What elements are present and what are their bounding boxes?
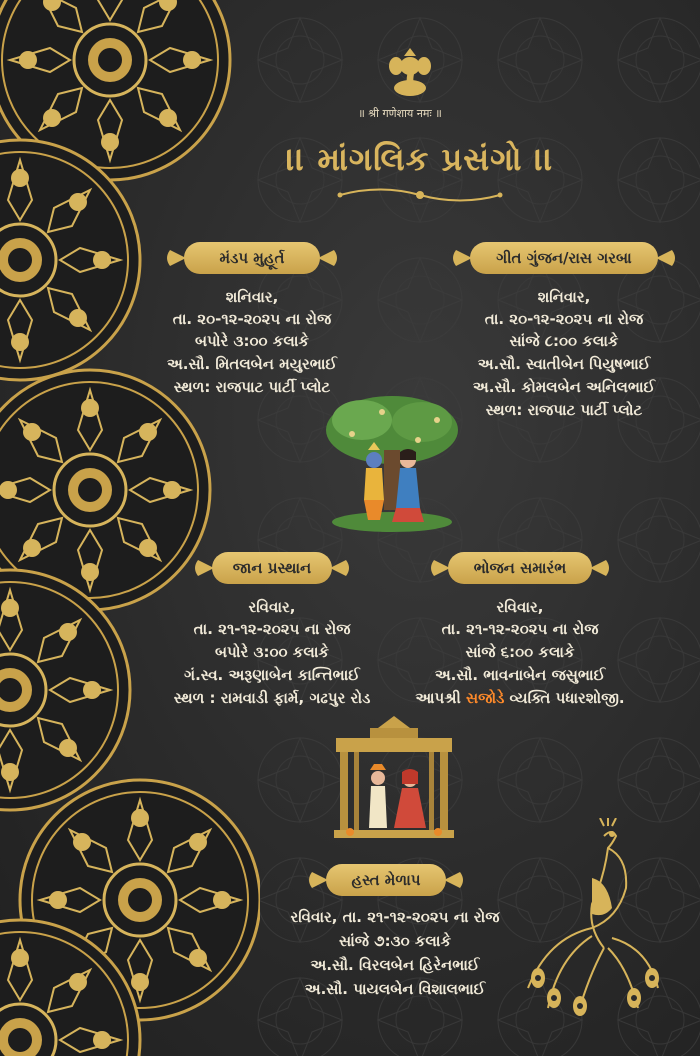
event-name: ગીત ગુંજન/રાસ ગરબા <box>470 242 658 274</box>
event-line: શનિવાર, <box>225 288 279 306</box>
note-highlight: સજોડે <box>465 689 505 707</box>
event-line: ગં.સ્વ. અરૂણાબેન કાન્તિભાઈ <box>184 666 360 684</box>
event-badge-jaan <box>196 552 348 584</box>
note-suffix: વ્યક્તિ પધારશોજી. <box>509 689 625 707</box>
event-line: તા. ૨૧-૧૨-૨૦૨૫ ના રોજ <box>193 620 351 638</box>
peacock-icon <box>508 818 668 1018</box>
event-line: રવિવાર, <box>248 598 296 616</box>
event-note <box>388 689 652 707</box>
event-badge-bhojan <box>432 552 608 584</box>
mandala-border <box>0 0 260 1056</box>
event-line: તા. ૨૦-૧૨-૨૦૨૫ ના રોજ <box>484 310 644 328</box>
event-line: રવિવાર, <box>496 598 544 616</box>
event-name: જાન પ્રસ્થાન <box>212 552 332 584</box>
event-line: તા. ૨૧-૧૨-૨૦૨૫ ના રોજ <box>441 620 599 638</box>
event-line: સ્થળ : રામવાડી ફાર્મ, ગઢપુર રોડ <box>173 689 371 707</box>
event-name: મંડપ મુહૂર્ત <box>184 242 320 274</box>
invocation-text: ॥ श्री गणेशाय नमः ॥ <box>358 107 442 120</box>
event-line: બપોરે ૩:૦૦ કલાકે <box>195 332 309 350</box>
event-line: સાંજે ૭:૩૦ કલાકે <box>338 932 452 950</box>
event-line: રવિવાર, તા. ૨૧-૧૨-૨૦૨૫ ના રોજ <box>290 908 500 926</box>
event-line: સાંજે ૮:૦૦ કલાકે <box>509 332 619 350</box>
event-badge-mandap <box>168 242 336 274</box>
event-badge-hast <box>310 864 462 896</box>
radha-krishna-illustration <box>322 390 462 536</box>
event-line: અ.સૌ. મિતલબેન મયુરભાઈ <box>166 355 338 373</box>
event-line: અ.સૌ. વિરલબેન હિરેનભાઈ <box>310 956 480 974</box>
event-line: સ્થળ: રાજપાટ પાર્ટી પ્લોટ <box>485 401 643 419</box>
event-line: અ.સૌ. પાયલબેન વિશાલભાઈ <box>304 980 486 998</box>
ganesha-icon <box>384 44 436 98</box>
event-badge-geet <box>454 242 674 274</box>
event-name: ભોજન સમારંભ <box>448 552 592 584</box>
event-line: અ.સૌ. સ્વાતીબેન પિયુષભાઈ <box>477 355 651 373</box>
event-line: સાંજે ૬:૦૦ કલાકે <box>465 643 575 661</box>
event-line: અ.સૌ. ભાવનાબેન જસુભાઈ <box>434 666 606 684</box>
event-line: તા. ૨૦-૧૨-૨૦૨૫ ના રોજ <box>172 310 332 328</box>
page-title: ।। માંગલિક પ્રસંગો ।। <box>286 140 554 178</box>
event-line: સ્થળ: રાજપાટ પાર્ટી પ્લોટ <box>173 378 331 396</box>
title-ornament <box>330 186 510 204</box>
wedding-mandap-illustration <box>330 712 458 842</box>
event-line: બપોરે ૩:૦૦ કલાકે <box>215 643 329 661</box>
note-prefix: આપશ્રી <box>415 689 461 707</box>
event-name: હસ્ત મેળાપ <box>326 864 446 896</box>
event-line: અ.સૌ. કોમલબેન અનિલભાઈ <box>472 378 656 396</box>
event-line: શનિવાર, <box>537 288 591 306</box>
